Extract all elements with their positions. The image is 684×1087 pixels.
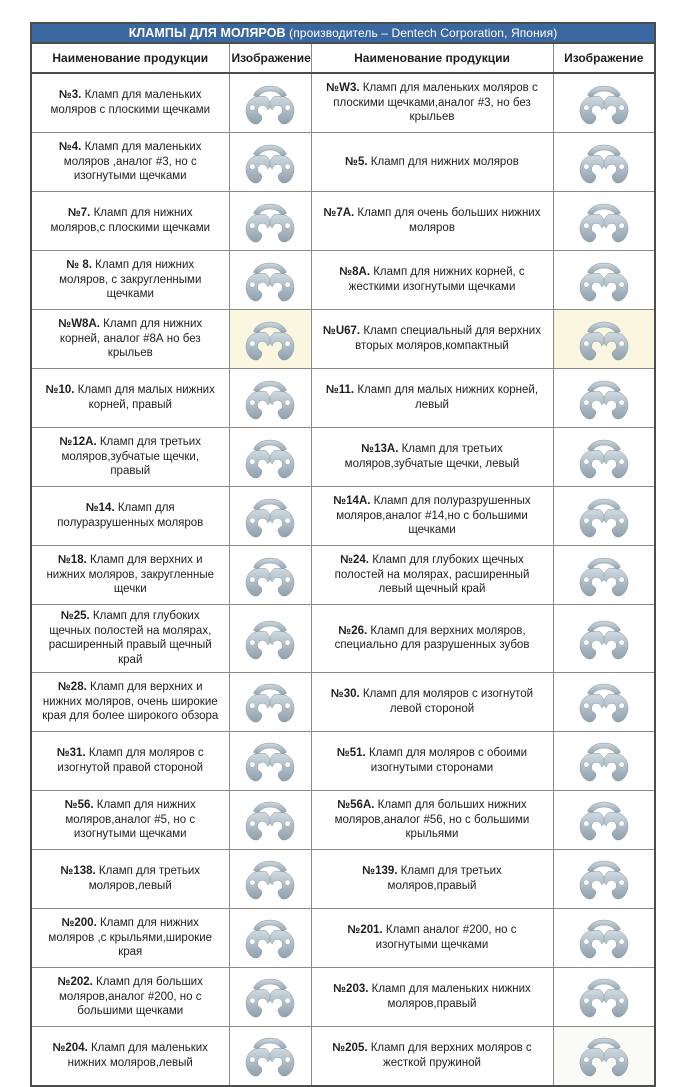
clamp-photo-icon [573, 914, 635, 961]
clamp-photo-icon [573, 493, 635, 540]
product-image-cell-left [229, 133, 311, 192]
clamp-photo-icon [573, 139, 635, 186]
product-name-left [31, 73, 229, 133]
table-row [31, 849, 655, 908]
product-name-right [311, 967, 553, 1026]
table-title-suffix: (производитель – Dentech Corporation, Япония) [285, 26, 558, 40]
product-name-right [311, 251, 553, 310]
product-number: №12А. [59, 435, 97, 448]
clamp-photo-icon [573, 257, 635, 304]
table-row [31, 967, 655, 1026]
product-number: №25. [60, 610, 90, 622]
product-number: №200. [61, 916, 97, 929]
product-number: №18. [57, 553, 87, 566]
product-image-cell-right [553, 605, 655, 673]
product-name-right [311, 310, 553, 369]
column-header-row [31, 43, 655, 73]
product-name-right [311, 605, 553, 673]
product-name-left [31, 967, 229, 1026]
product-number: №202. [57, 975, 93, 988]
clamp-photo-icon [239, 615, 301, 662]
product-name-right [311, 790, 553, 849]
product-description: Кламп для верхних моляров с жесткой пружиной [370, 1042, 532, 1069]
product-description: Кламп для третьих моляров,левый [88, 865, 200, 892]
product-description: Кламп для малых нижних корней, левый [357, 384, 539, 411]
table-row [31, 428, 655, 487]
clamp-photo-icon [239, 552, 301, 599]
product-description: Кламп для маленьких нижних моляров,левый [67, 1042, 208, 1069]
clamp-photo-icon [239, 914, 301, 961]
product-description: Кламп для третьих моляров,зубчатые щечки, правый [61, 435, 201, 478]
clamp-photo-icon [239, 737, 301, 784]
product-number: №139. [362, 865, 398, 878]
product-description: Кламп для нижних моляров [370, 155, 519, 168]
product-image-cell-right [553, 73, 655, 133]
product-name-left [31, 546, 229, 605]
product-image-cell-right [553, 251, 655, 310]
clamp-photo-icon [573, 615, 635, 662]
product-image-cell-left [229, 487, 311, 546]
clamp-photo-icon [239, 434, 301, 481]
product-description: Кламп для больших моляров,аналог #200, но с большими щечками [58, 975, 203, 1018]
product-image-cell-left [229, 731, 311, 790]
product-number: №4. [58, 140, 82, 153]
clamp-photo-icon [239, 80, 301, 127]
product-image-cell-left [229, 546, 311, 605]
product-number: №203. [333, 983, 369, 996]
product-number: №51. [336, 747, 366, 760]
product-description: Кламп для полуразрушенных моляров,аналог #14,но с большими щечками [336, 494, 531, 537]
product-name-left [31, 849, 229, 908]
product-image-cell-left [229, 672, 311, 731]
table-row [31, 192, 655, 251]
table-row [31, 487, 655, 546]
product-name-left [31, 310, 229, 369]
product-image-cell-left [229, 908, 311, 967]
product-image-cell-right [553, 428, 655, 487]
product-name-right [311, 1026, 553, 1086]
clamp-photo-icon [239, 198, 301, 245]
clamp-photo-icon [239, 796, 301, 843]
product-description: Кламп для маленьких моляров с плоскими щечками,аналог #3, но без крыльев [333, 81, 538, 124]
product-image-cell-right [553, 849, 655, 908]
product-number: №56. [64, 798, 94, 811]
clamp-photo-icon [239, 973, 301, 1020]
product-description: Кламп для маленьких моляров ,аналог #3, но с изогнутыми щечками [63, 140, 202, 183]
product-image-cell-left [229, 73, 311, 133]
product-name-left [31, 133, 229, 192]
product-description: Кламп для глубоких щечных полостей на молярах, расширенный правый щечный край [48, 610, 212, 667]
product-description: Кламп для нижних корней, аналог #8А но без крыльев [59, 317, 203, 360]
clamp-photo-icon [239, 855, 301, 902]
clamp-photo-icon [239, 375, 301, 422]
clamp-photo-icon [573, 198, 635, 245]
table-row [31, 908, 655, 967]
product-image-cell-left [229, 310, 311, 369]
table-title-bar [31, 23, 655, 43]
product-description: Кламп для нижних моляров ,с крыльями,широкие края [48, 916, 213, 959]
table-row [31, 672, 655, 731]
product-description: Кламп для глубоких щечных полостей на молярах, расширенный левый щечный край [334, 553, 530, 596]
clamp-photo-icon [573, 316, 635, 363]
product-image-cell-left [229, 192, 311, 251]
product-number: №7А. [323, 207, 355, 220]
table-row [31, 790, 655, 849]
clamp-photo-icon [239, 493, 301, 540]
column-header-image-right: Изображение [553, 43, 655, 73]
clamp-photo-icon [573, 678, 635, 725]
clamp-photo-icon [573, 1032, 635, 1079]
product-description: Кламп для маленьких моляров с плоскими щечками [50, 89, 211, 116]
clamp-photo-icon [573, 434, 635, 481]
product-name-right [311, 133, 553, 192]
product-number: №31. [56, 747, 86, 760]
product-description: Кламп для нижних моляров,с плоскими щечками [50, 207, 211, 234]
product-number: № 8. [66, 258, 92, 271]
clamp-photo-icon [573, 973, 635, 1020]
table-row [31, 1026, 655, 1086]
table-row [31, 605, 655, 673]
product-description: Кламп специальный для верхних вторых моляров,компактный [355, 325, 541, 352]
product-image-cell-left [229, 251, 311, 310]
product-name-right [311, 73, 553, 133]
product-number: №7. [67, 207, 91, 220]
product-description: Кламп аналог #200, но с изогнутыми щечками [375, 924, 517, 951]
product-image-cell-left [229, 849, 311, 908]
product-number: №5. [345, 155, 368, 168]
product-image-cell-right [553, 908, 655, 967]
product-number: №24. [340, 553, 369, 566]
product-number: №30. [330, 688, 360, 701]
column-header-name-left: Наименование продукции [31, 43, 229, 73]
table-row [31, 369, 655, 428]
product-number: №3. [58, 89, 82, 102]
product-name-left [31, 192, 229, 251]
product-number: №14А. [333, 494, 371, 507]
column-header-image-left: Изображение [229, 43, 311, 73]
product-name-left [31, 605, 229, 673]
clamp-photo-icon [573, 375, 635, 422]
product-description: Кламп для больших нижних моляров,аналог #56, но с большими крыльями [334, 798, 530, 841]
product-number: №10. [45, 384, 75, 397]
product-name-left [31, 251, 229, 310]
product-number: №8А. [339, 266, 371, 279]
clamp-photo-icon [239, 139, 301, 186]
table-row [31, 310, 655, 369]
product-name-left [31, 428, 229, 487]
product-name-right [311, 428, 553, 487]
product-name-left [31, 1026, 229, 1086]
table-row [31, 251, 655, 310]
product-description: Кламп для моляров с изогнутой правой стороной [57, 747, 204, 774]
product-image-cell-right [553, 310, 655, 369]
product-image-cell-left [229, 1026, 311, 1086]
product-description: Кламп для моляров с обоими изогнутыми сторонами [368, 747, 528, 774]
product-name-right [311, 487, 553, 546]
product-image-cell-right [553, 546, 655, 605]
product-number: №14. [85, 502, 115, 515]
product-name-left [31, 908, 229, 967]
product-description: Кламп для третьих моляров,правый [387, 865, 502, 892]
product-number: №13А. [361, 443, 399, 456]
product-image-cell-left [229, 428, 311, 487]
product-name-left [31, 672, 229, 731]
product-name-right [311, 546, 553, 605]
table-row [31, 731, 655, 790]
product-number: №28. [57, 680, 87, 693]
product-number: №201. [347, 924, 383, 937]
product-name-left [31, 487, 229, 546]
product-image-cell-right [553, 487, 655, 546]
product-number: №11. [325, 384, 355, 397]
product-name-right [311, 672, 553, 731]
product-image-cell-right [553, 133, 655, 192]
table-title-main: КЛАМПЫ ДЛЯ МОЛЯРОВ [128, 26, 286, 40]
product-number: №W3. [326, 81, 360, 94]
product-number: №204. [52, 1042, 88, 1055]
product-description: Кламп для нижних моляров,аналог #5, но с изогнутыми щечками [65, 798, 196, 841]
clamp-photo-icon [573, 552, 635, 599]
product-image-cell-right [553, 192, 655, 251]
product-image-cell-left [229, 967, 311, 1026]
table-title [31, 23, 655, 43]
product-number: №U67. [323, 325, 361, 338]
table-row [31, 133, 655, 192]
product-description: Кламп для малых нижних корней, правый [77, 384, 215, 411]
product-description: Кламп для маленьких нижних моляров,правый [371, 983, 531, 1010]
product-description: Кламп для нижних моляров, с закругленными щечками [59, 258, 202, 301]
product-image-cell-left [229, 605, 311, 673]
product-image-cell-right [553, 369, 655, 428]
product-number: №56А. [337, 798, 375, 811]
clamp-photo-icon [239, 316, 301, 363]
table-row [31, 546, 655, 605]
product-description: Кламп для очень больших нижних моляров [357, 207, 541, 234]
product-image-cell-left [229, 790, 311, 849]
product-number: №138. [60, 865, 96, 878]
clamp-photo-icon [573, 80, 635, 127]
clamp-photo-icon [239, 678, 301, 725]
product-description: Кламп для третьих моляров,зубчатые щечки, левый [344, 443, 520, 470]
product-image-cell-right [553, 1026, 655, 1086]
product-description: Кламп для нижних корней, с жесткими изогнутыми щечками [348, 266, 525, 293]
product-name-right [311, 192, 553, 251]
product-image-cell-right [553, 967, 655, 1026]
product-description: Кламп для верхних и нижних моляров, закругленные щечки [46, 553, 215, 596]
product-name-left [31, 369, 229, 428]
product-name-left [31, 731, 229, 790]
product-name-right [311, 369, 553, 428]
column-header-name-right: Наименование продукции [311, 43, 553, 73]
product-name-left [31, 790, 229, 849]
product-image-cell-right [553, 672, 655, 731]
product-description: Кламп для верхних и нижних моляров, очень широкие края для более широкого обзора [42, 680, 219, 723]
product-image-cell-right [553, 731, 655, 790]
clamp-photo-icon [573, 855, 635, 902]
product-description: Кламп для моляров с изогнутой левой стороной [362, 688, 534, 715]
product-number: №205. [332, 1042, 368, 1055]
product-name-right [311, 849, 553, 908]
product-image-cell-right [553, 790, 655, 849]
product-name-right [311, 731, 553, 790]
product-description: Кламп для верхних моляров, специально для разрушенных зубов [334, 624, 530, 652]
product-number: №W8А. [58, 317, 100, 330]
product-description: Кламп для полуразрушенных моляров [57, 502, 204, 529]
product-name-right [311, 908, 553, 967]
product-number: №26. [338, 624, 368, 637]
clamps-table [30, 22, 656, 1087]
clamp-photo-icon [239, 1032, 301, 1079]
clamp-photo-icon [573, 796, 635, 843]
table-row [31, 73, 655, 133]
clamp-photo-icon [573, 737, 635, 784]
clamp-photo-icon [239, 257, 301, 304]
product-image-cell-left [229, 369, 311, 428]
